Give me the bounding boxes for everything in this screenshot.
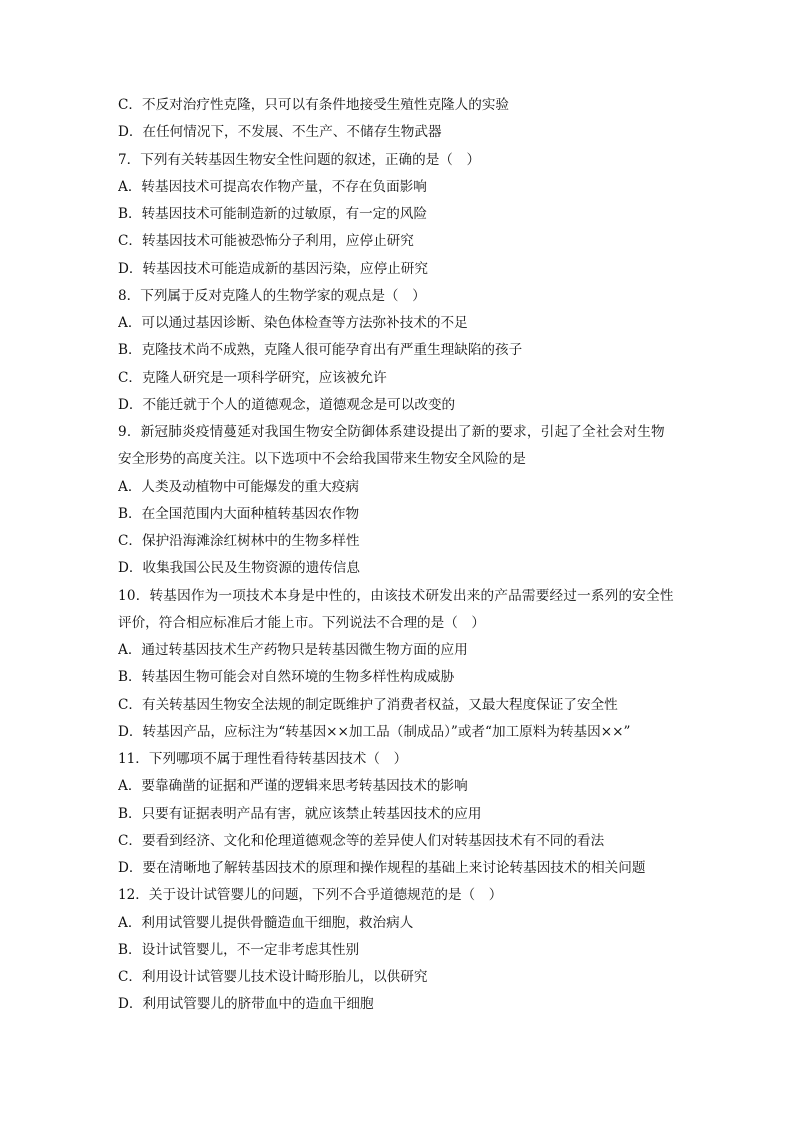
question-7-stem: 7．下列有关转基因生物安全性问题的叙述，正确的是（ ） <box>118 151 481 168</box>
question-10-option-a: A．通过转基因技术生产药物只是转基因微生物方面的应用 <box>118 642 468 658</box>
option-c-line: C．不反对治疗性克隆，只可以有条件地接受生殖性克隆人的实验 <box>118 97 510 113</box>
question-text-block <box>118 92 688 1019</box>
question-8-option-b: B．克隆技术尚不成熟，克隆人很可能孕育出有严重生理缺陷的孩子 <box>118 342 523 359</box>
question-11-option-d: D．要在清晰地了解转基因技术的原理和操作规程的基础上来讨论转基因技术的相关问题 <box>118 860 646 876</box>
question-10-option-c: C．有关转基因生物安全法规的制定既维护了消费者权益，又最大程度保证了安全性 <box>118 696 618 713</box>
question-11-option-c: C．要看到经济、文化和伦理道德观念等的差异使人们对转基因技术有不同的看法 <box>118 832 605 849</box>
question-12-option-c: C．利用设计试管婴儿技术设计畸形胎儿，以供研究 <box>118 969 428 985</box>
question-8-stem: 8．下列属于反对克隆人的生物学家的观点是（ ） <box>118 287 426 304</box>
question-9-stem-line-1: 9．新冠肺炎疫情蔓延对我国生物安全防御体系建设提出了新的要求，引起了全社会对生物 <box>118 424 665 440</box>
question-7-option-a: A．转基因技术可提高农作物产量，不存在负面影响 <box>118 178 427 195</box>
question-8-option-c: C．克隆人研究是一项科学研究，应该被允许 <box>118 369 387 386</box>
question-11-stem: 11．下列哪项不属于理性看待转基因技术（ ） <box>118 751 408 767</box>
question-12-option-b: B．设计试管婴儿，不一定非考虑其性别 <box>118 941 360 958</box>
question-8-option-d: D．不能迁就于个人的道德观念，道德观念是可以改变的 <box>118 396 456 413</box>
question-9-stem-line-2: 安全形势的高度关注。以下选项中不会给我国带来生物安全风险的是 <box>118 451 526 468</box>
question-11-option-b: B．只要有证据表明产品有害，就应该禁止转基因技术的应用 <box>118 805 482 822</box>
question-7-option-b: B．转基因技术可能制造新的过敏原，有一定的风险 <box>118 206 428 222</box>
question-11-option-a: A．要靠确凿的证据和严谨的逻辑来思考转基因技术的影响 <box>118 778 468 795</box>
question-7-option-c: C．转基因技术可能被恐怖分子利用，应停止研究 <box>118 233 414 250</box>
question-12-option-d: D．利用试管婴儿的脐带血中的造血干细胞 <box>118 996 374 1013</box>
question-9-option-d: D．收集我国公民及生物资源的遗传信息 <box>118 560 360 577</box>
question-8-option-a: A．可以通过基因诊断、染色体检查等方法弥补技术的不足 <box>118 315 468 331</box>
question-10-stem-line-1: 10．转基因作为一项技术本身是中性的，由该技术研发出来的产品需要经过一系列的安全性 <box>118 587 674 604</box>
question-9-option-a: A．人类及动植物中可能爆发的重大疫病 <box>118 478 359 495</box>
question-10-option-b: B．转基因生物可能会对自然环境的生物多样性构成威胁 <box>118 669 455 686</box>
question-12-option-a: A．利用试管婴儿提供骨髓造血干细胞，救治病人 <box>118 914 414 931</box>
question-9-option-c: C．保护沿海滩涂红树林中的生物多样性 <box>118 533 360 549</box>
question-7-option-d: D．转基因技术可能造成新的基因污染，应停止研究 <box>118 260 428 277</box>
question-9-option-b: B．在全国范围内大面种植转基因农作物 <box>118 505 360 522</box>
question-12-stem: 12．关于设计试管婴儿的问题，下列不合乎道德规范的是（ ） <box>118 887 503 904</box>
question-10-stem-line-2: 评价，符合相应标准后才能上市。下列说法不合理的是（ ） <box>118 614 486 631</box>
option-d-line: D．在任何情况下，不发展、不生产、不储存生物武器 <box>118 124 442 141</box>
question-10-option-d: D．转基因产品，应标注为“转基因××加工品（制成品）”或者“加工原料为转基因××” <box>118 723 631 740</box>
